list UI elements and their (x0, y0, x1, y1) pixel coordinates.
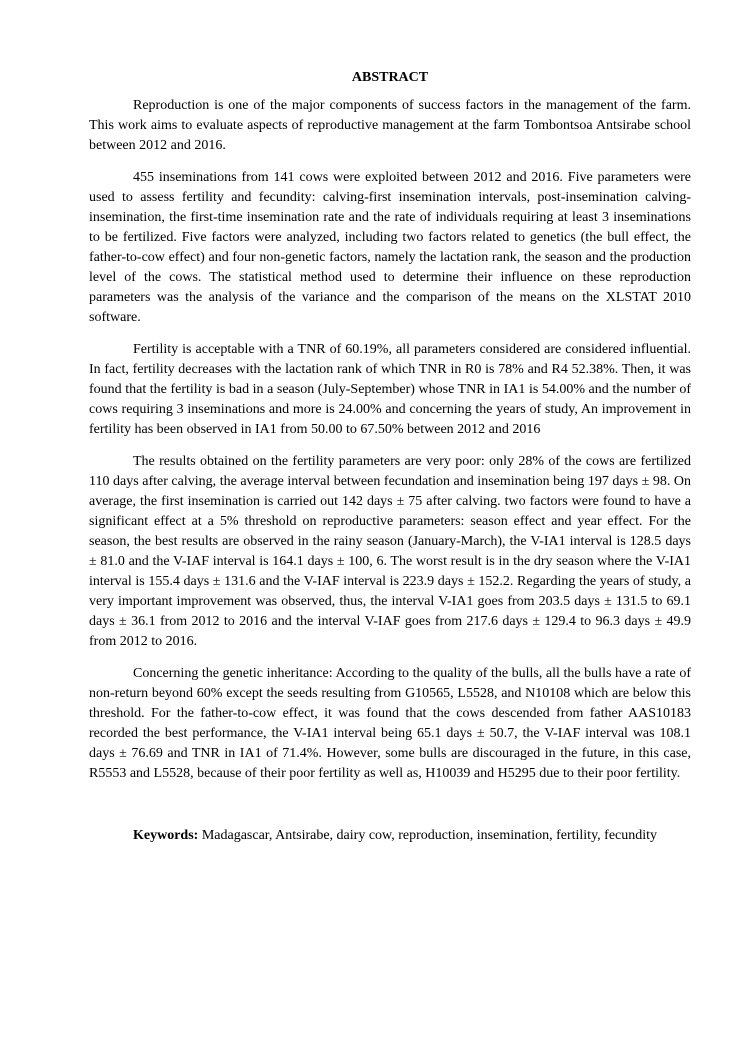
keywords-text: Madagascar, Antsirabe, dairy cow, reproduction, insemination, fertility, fecundity (198, 828, 658, 843)
abstract-paragraph-5: Concerning the genetic inheritance: According to the quality of the bulls, all the bulls have a rate of non-return beyond 60% except the seeds resulting from G10565, L5528, and N10108 which are below this threshold. For the father-to-cow effect, it was found that the cows descended from father AAS10183 recorded the best performance, the V-IA1 interval being 65.1 days ± 50.7, the V-IAF interval was 108.1 days ± 76.69 and TNR in IA1 of 71.4%. However, some bulls are discouraged in the future, in this case, R5553 and L5528, because of their poor fertility as well as, H10039 and H5295 due to their poor fertility. (89, 666, 691, 781)
keywords-line (89, 826, 691, 846)
abstract-paragraph-3: Fertility is acceptable with a TNR of 60.19%, all parameters considered are considered influential. In fact, fertility decreases with the lactation rank of which TNR in R0 is 78% and R4 52.38%. Then, it was found that the fertility is bad in a season (July-September) whose TNR in IA1 is 54.00% and the number of cows requiring 3 inseminations and more is 24.00% and concerning the years of study, An improvement in fertility has been observed in IA1 from 50.00 to 67.50% between 2012 and 2016 (89, 342, 691, 437)
abstract-paragraph-2: 455 inseminations from 141 cows were exploited between 2012 and 2016. Five parameters were used to assess fertility and fecundity: calving-first insemination intervals, post-insemination calving-insemination, the first-time insemination rate and the rate of individuals requiring at least 3 inseminations to be fertilized. Five factors were analyzed, including two factors related to genetics (the bull effect, the father-to-cow effect) and four non-genetic factors, namely the lactation rank, the season and the production level of the cows. The statistical method used to determine their influence on these reproduction parameters was the analysis of the variance and the comparison of the means on the XLSTAT 2010 software. (89, 170, 691, 325)
abstract-paragraph-1: Reproduction is one of the major components of success factors in the management of the farm. This work aims to evaluate aspects of reproductive management at the farm Tombontsoa Antsirabe school between 2012 and 2016. (89, 98, 691, 153)
abstract-title: ABSTRACT (351, 70, 429, 85)
document-page (89, 68, 691, 846)
abstract-paragraph-4: The results obtained on the fertility parameters are very poor: only 28% of the cows are fertilized 110 days after calving, the average interval between fecundation and insemination being 197 days ± 98. On average, the first insemination is carried out 142 days ± 75 after calving. two factors were found to have a significant effect at a 5% threshold on reproductive parameters: season effect and year effect. For the season, the best results are observed in the rainy season (January-March), the V-IA1 interval is 128.5 days ± 81.0 and the V-IAF interval is 164.1 days ± 100, 6. The worst result is in the dry season where the V-IA1 interval is 155.4 days ± 131.6 and the V-IAF interval is 223.9 days ± 152.2. Regarding the years of study, a very important improvement was observed, thus, the interval V-IA1 goes from 203.5 days ± 131.5 to 69.1 days ± 36.1 from 2012 to 2016 and the interval V-IAF goes from 217.6 days ± 129.4 to 96.3 days ± 49.9 from 2012 to 2016. (89, 454, 691, 649)
keywords-label: Keywords: (133, 828, 199, 843)
